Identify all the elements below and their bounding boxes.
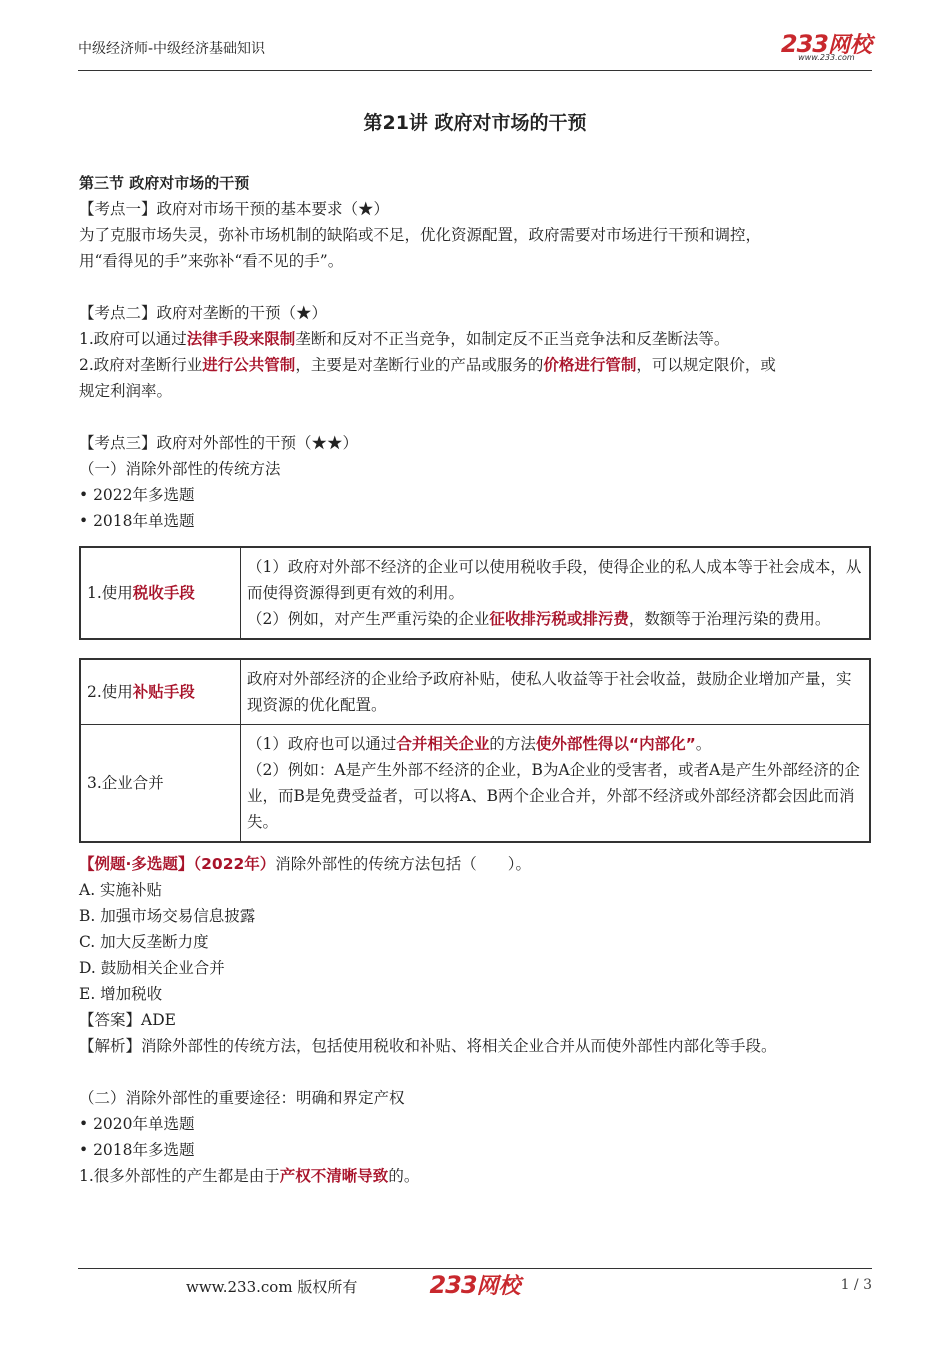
kp2-line1: 1.政府可以通过法律手段来限制垄断和反对不正当竞争，如制定反不正当竞争法和反垄断法等。 bbox=[79, 330, 730, 348]
example-question: 【例题·多选题】（2022年）消除外部性的传统方法包括（ ）。 bbox=[79, 855, 532, 873]
subsidy-merger-table bbox=[79, 658, 871, 843]
kp3-subheading: （一）消除外部性的传统方法 bbox=[79, 460, 281, 478]
table-row bbox=[80, 725, 870, 843]
logo-text: 网校 bbox=[827, 33, 872, 58]
option-d: D. 鼓励相关企业合并 bbox=[79, 959, 225, 977]
option-b: B. 加强市场交易信息披露 bbox=[79, 907, 256, 925]
kp2-line3: 规定利润率。 bbox=[79, 382, 173, 400]
table-row bbox=[80, 547, 870, 639]
header-subject: 中级经济师-中级经济基础知识 bbox=[78, 41, 266, 57]
kp2-heading: 【考点二】政府对垄断的干预（★） bbox=[79, 304, 328, 322]
logo-number: 233 bbox=[429, 1271, 477, 1299]
table-label-cell: 3.企业合并 bbox=[80, 725, 241, 843]
option-a: A. 实施补贴 bbox=[79, 881, 163, 899]
section-heading: 第三节 政府对市场的干预 bbox=[79, 174, 250, 192]
analysis: 【解析】消除外部性的传统方法，包括使用税收和补贴、将相关企业合并从而使外部性内部化等手段。 bbox=[79, 1037, 777, 1055]
table-label-cell: 1.使用税收手段 bbox=[80, 547, 241, 639]
kp3-heading: 【考点三】政府对外部性的干预（★★） bbox=[79, 434, 359, 452]
kp3-bullet-1: • 2022年多选题 bbox=[79, 486, 195, 504]
kp2-line2: 2.政府对垄断行业进行公共管制，主要是对垄断行业的产品或服务的价格进行管制，可以规定限价，或 bbox=[79, 356, 776, 374]
answer: 【答案】ADE bbox=[79, 1011, 176, 1029]
option-e: E. 增加税收 bbox=[79, 985, 163, 1003]
logo-number: 233 bbox=[780, 30, 828, 58]
sub2-bullet-1: • 2020年单选题 bbox=[79, 1115, 195, 1133]
table-row bbox=[80, 659, 870, 725]
page-title: 第21讲 政府对市场的干预 bbox=[363, 112, 587, 134]
table-text-cell: 政府对外部经济的企业给予政府补贴，使私人收益等于社会收益，鼓励企业增加产量，实现资源的优化配置。 bbox=[241, 659, 871, 725]
site-logo[interactable] bbox=[781, 28, 872, 62]
kp3-bullet-2: • 2018年单选题 bbox=[79, 512, 195, 530]
main-content bbox=[79, 170, 871, 1189]
page-number: 1 / 3 bbox=[840, 1277, 872, 1293]
table-text-cell: （1）政府也可以通过合并相关企业的方法使外部性得以“内部化”。 （2）例如：A是产生外部不经济的企业，B为A企业的受害者，或者A是产生外部经济的企业，而B是免费受益者，可以将A、B两个企业合并，外部不经济或外部经济都会因此而消失。 bbox=[241, 725, 871, 843]
kp1-body-line1: 为了克服市场失灵，弥补市场机制的缺陷或不足，优化资源配置，政府需要对市场进行干预和调控， bbox=[79, 226, 762, 244]
logo-text: 网校 bbox=[476, 1274, 521, 1299]
page-footer bbox=[78, 1268, 872, 1305]
kp1-body-line2: 用“看得见的手”来弥补“看不见的手”。 bbox=[79, 252, 344, 270]
table-text-cell: （1）政府对外部不经济的企业可以使用税收手段，使得企业的私人成本等于社会成本，从而使得资源得到更有效的利用。 （2）例如，对产生严重污染的企业征收排污税或排污费，数额等于治理污染的费用。 bbox=[241, 547, 871, 639]
page-header bbox=[78, 30, 872, 71]
sub2-line1: 1.很多外部性的产生都是由于产权不清晰导致的。 bbox=[79, 1167, 420, 1185]
sub2-bullet-2: • 2018年多选题 bbox=[79, 1141, 195, 1159]
sub2-heading: （二）消除外部性的重要途径：明确和界定产权 bbox=[79, 1089, 405, 1107]
kp1-heading: 【考点一】政府对市场干预的基本要求（★） bbox=[79, 200, 390, 218]
table-label-cell: 2.使用补贴手段 bbox=[80, 659, 241, 725]
copyright-text: www.233.com 版权所有 bbox=[186, 1278, 358, 1296]
logo-url: www.233.com bbox=[798, 53, 855, 62]
option-c: C. 加大反垄断力度 bbox=[79, 933, 209, 951]
tax-method-table bbox=[79, 546, 871, 640]
